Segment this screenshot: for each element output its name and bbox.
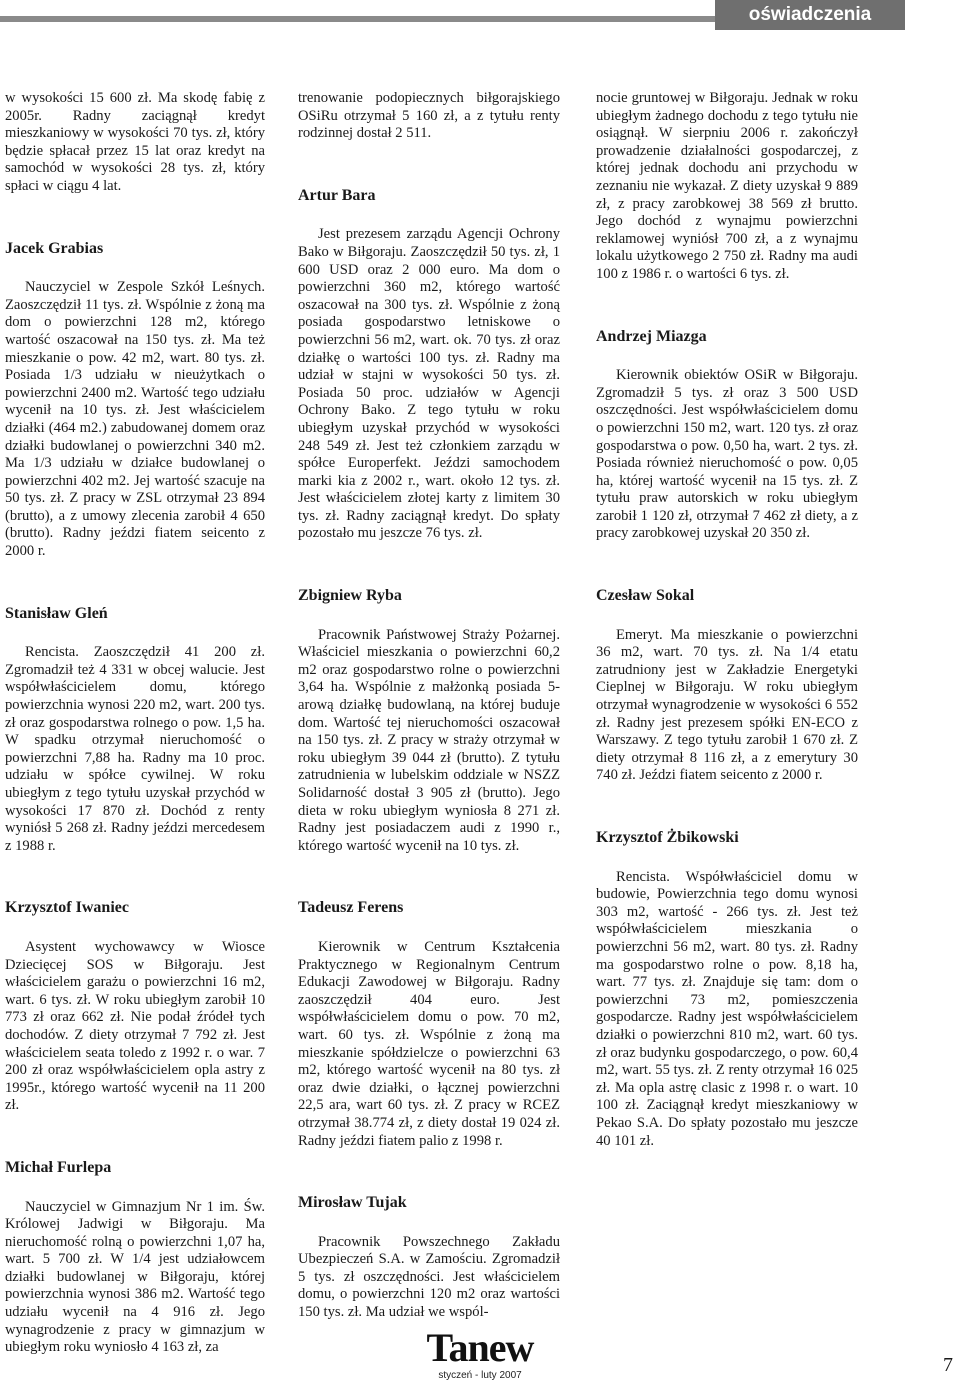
declaration-paragraph: w wysokości 15 600 zł. Ma skodę fabię z 2005r. Radny zaciągnął kredyt mieszkaniowy w wysokości 70 tys. zł, który będzie spłacał przez 15 lat oraz kredyt na samochód w wysokości 28 tys. zł, który spłaci w ciągu 4 lat. — [5, 90, 265, 194]
column-3 — [596, 90, 858, 1150]
column-1 — [5, 90, 265, 1357]
declaration-paragraph: Kierownik obiektów OSiR w Biłgoraju. Zgromadził 5 tys. zł oraz 3 500 USD oszczędności. Jest współwłaścicielem domu o powierzchni 150 m2, wart. 120 tys. zł oraz gospodarstwa o pow. 0,50 ha, wart. 2 tys. zł. Posiada również nieruchomość o pow. 0,05 ha, której wartość wycenił na 15 tys. zł. Z tytułu praw autorskich w roku ubiegłym zarobił 1 120 zł, otrzymał 7 462 zł diety, a z pracy zarobkowej uzyskał 20 350 zł. — [596, 367, 858, 542]
person-name-heading: Andrzej Miazga — [596, 327, 707, 345]
declaration-paragraph: Rencista. Zaoszczędził 41 200 zł. Zgromadził też 4 331 w obcej walucie. Jest współwłaścicielem domu, którego powierzchnia wynosi 220 m2, wart. 200 tys. zł oraz gospodarstwa rolnego o pow. 1,5 ha. W spadku otrzymał nieruchomość o powierzchni 7,88 ha. Radny ma 10 proc. udziału w spółce cywilnej. W roku ubiegłym z tego tytułu uzyskał przychód w wysokości 17 870 zł. Dochód z renty wyniósł 5 268 zł. Radny jeździ mercedesem z 1988 r. — [5, 644, 265, 854]
declaration-paragraph: Nauczyciel w Zespole Szkół Leśnych. Zaoszczędził 11 tys. zł. Wspólnie z żoną ma dom o powierzchni 128 m2, którego wartość oszacował na 150 tys. zł. Ma też mieszkanie o pow. 42 m2, wart. 80 tys. zł. Posiada 1/3 udziału w nieużytkach o powierzchni 2400 m2. Wartość tego udziału wycenił na 10 tys. zł. Jest właścicielem działki (464 m2.) zabudowanej domem oraz działki budowlanej o powierzchni 340 m2. Ma 1/3 udziału w działce budowlanej o powierzchni 402 m2. Jej wartość szacuje na 50 tys. zł. Z pracy w ZSL otrzymał 23 894 (brutto), a z umowy zlecenia zarobił 4 650 (brutto). Radny jeździ fiatem seicento z 2000 r. — [5, 279, 265, 560]
header-rule — [0, 16, 720, 22]
declaration-paragraph: Kierownik w Centrum Kształcenia Praktycznego w Regionalnym Centrum Edukacji Zawodowej w Biłgoraju. Radny zaoszczędził 404 euro. Jest współwłaścicielem domu o pow. 70 m2, wart. 60 tys. zł. Wspólnie z żoną ma mieszkanie spółdzielcze o powierzchni 63 m2, którego wartość wycenił na 80 tys. zł oraz dwie działki, o łącznej powierzchni 22,5 ara, wart 60 tys. zł. Z pracy w RCEZ otrzymał 38.774 zł, z diety dostał 19 024 zł. Radny jeździ fiatem palio z 1998 r. — [298, 938, 560, 1149]
person-name-heading: Michał Furlepa — [5, 1158, 112, 1176]
logo-text: Tanew — [426, 1325, 534, 1370]
top-bar — [0, 0, 960, 36]
person-name-heading: Krzysztof Iwaniec — [5, 899, 129, 917]
declaration-paragraph: nocie gruntowej w Biłgoraju. Jednak w roku ubiegłym żadnego dochodu z tego tytułu nie osiągnął. W sierpniu 2006 r. zakończył prowadzenie działalności gospodarczej, z której jednak dochodu ani przychodu w zeznaniu nie wykazał. Z diety uzyskał 9 889 zł, z pracy zarobkowej 38 569 zł brutto. Jego dochód z wynajmu powierzchni reklamowej wyniósł 700 zł, a z wynajmu lokalu użytkowego 2 750 zł. Radny ma audi 100 z 1986 r. o wartości 6 tys. zł. — [596, 90, 858, 282]
issue-date: styczeń - luty 2007 — [438, 1370, 522, 1381]
column-2 — [298, 90, 560, 1322]
magazine-logo — [420, 1325, 540, 1381]
declaration-paragraph: Nauczyciel w Gimnazjum Nr 1 im. Św. Królowej Jadwigi w Biłgoraju. Ma nieruchomość rolną o powierzchni 1,07 ha, wart. 5 700 zł. W 1/4 jest udziałowcem działki budowlanej w Biłgoraju, której powierzchnia wynosi 386 m2. Wartość tego udziału wycenił na 4 916 zł. Jego wynagrodzenie z pracy w gimnazjum w ubiegłym roku wyniosło 4 163 zł, za — [5, 1198, 265, 1356]
declaration-paragraph: Asystent wychowawcy w Wiosce Dziecięcej SOS w Biłgoraju. Jest właścicielem garażu o powierzchni 16 m2, wart. 6 tys. zł. W roku ubiegłym zarobił 10 773 zł oraz 662 zł. Nie podał źródeł tych dochodów. Z diety otrzymał 7 792 zł. Jest właścicielem seata toledo z 1992 r. o war. 7 200 zł oraz współwłaścicielem opla astry z 1995r., którego wartość wycenił na 11 200 zł. — [5, 938, 265, 1114]
person-name-heading: Zbigniew Ryba — [298, 587, 402, 605]
declaration-paragraph: trenowanie podopiecznych biłgorajskiego OSiRu otrzymał 5 160 zł, a z tytułu renty rodzinnej dostał 2 511. — [298, 90, 560, 142]
page-number: 7 — [943, 1354, 953, 1376]
declaration-paragraph: Jest prezesem zarządu Agencji Ochrony Bako w Biłgoraju. Zaoszczędził 50 tys. zł, 1 600 USD oraz 2 000 euro. Ma dom o powierzchni 360 m2, którego wartość oszacował na 300 tys. zł. Wspólnie z żoną posiada gospodarstwo letniskowe o powierzchni 56 m2, wart. ok. 70 tys. zł oraz działkę o wartości 100 tys. zł. Radny ma udział w stajni w wysokości 50 tys. zł. Posiada 50 proc. udziałów w Agencji Ochrony Bako. Z tego tytułu w roku ubiegłym uzyskał przychód w wysokości 248 549 zł. Jest też członkiem zarządu w spółce Europerfekt. Jeździ samochodem marki kia z 2002 r., wart. około 12 tys. zł. Jest właścicielem złotej karty z limitem 30 tys. zł. Radny zaciągnął kredyt. Do spłaty pozostało mu jeszcze 76 tys. zł. — [298, 226, 560, 542]
declaration-paragraph: Rencista. Współwłaściciel domu w budowie, Powierzchnia tego domu wynosi 303 m2, wartość - 266 tys. zł. Jest też współwłaścicielem mieszkania o powierzchni 56 m2, wart. 80 tys. zł. Radny ma gospodarstwo rolne o pow. 8,18 ha, wart. 77 tys. zł. Znajduje się tam: dom o powierzchni 73 m2, pomieszczenia gospodarcze. Radny jest współwłaścicielem działki o powierzchni 810 m2, wart. 60 tys. zł oraz budynku gospodarczego, o pow. 60,4 m2, wart. 55 tys. zł. Z renty otrzymał 16 025 zł. Ma opla astrę clasic z 1998 r. o wart. 10 100 zł. Zaciągnął kredyt mieszkaniowy w Pekao S.A. Do spłaty pozostało mu jeszcze 40 101 zł. — [596, 868, 858, 1149]
person-name-heading: Jacek Grabias — [5, 239, 104, 257]
person-name-heading: Czesław Sokal — [596, 587, 695, 605]
section-label: oświadczenia — [715, 0, 905, 30]
declaration-paragraph: Emeryt. Ma mieszkanie o powierzchni 36 m2, wart. 70 tys. zł. Na 1/4 etatu zatrudniony jest w Zakładzie Energetyki Cieplnej w Biłgoraju. W roku ubiegłym otrzymał wynagrodzenie w wysokości 6 552 zł. Radny jest prezesem spółki EN-ECO z Warszawy. Z tego tytułu zarobił 1 670 zł. Z diety otrzymał 8 116 zł, a z emerytury 30 740 zł. Jeździ fiatem seicento z 2000 r. — [596, 626, 858, 784]
person-name-heading: Artur Bara — [298, 186, 376, 204]
person-name-heading: Mirosław Tujak — [298, 1194, 407, 1212]
declaration-paragraph: Pracownik Państwowej Straży Pożarnej. Właściciel mieszkania o powierzchni 60,2 m2 oraz gospodarstwo rolne o powierzchni 3,64 ha. Wspólnie z małżonką posiada 5-arową działkę budowlaną, na której buduje dom. Wartość tej nieruchomości oszacował na 150 tys. zł. Z pracy w straży otrzymał w roku ubiegłym 39 044 zł (brutto). Z tytułu zatrudnienia w lubelskim oddziale w NSZZ Solidarność dostał 3 905 zł (brutto). Jego dieta w roku ubiegłym wyniosła 8 271 zł. Radny jest posiadaczem audi z 1990 r., którego wartość wycenił na 10 tys. zł. — [298, 626, 560, 854]
person-name-heading: Tadeusz Ferens — [298, 899, 404, 917]
person-name-heading: Krzysztof Żbikowski — [596, 829, 739, 846]
person-name-heading: Stanisław Gleń — [5, 604, 108, 622]
declaration-paragraph: Pracownik Powszechnego Zakładu Ubezpieczeń S.A. w Zamościu. Zgromadził 5 tys. zł oszczędności. Jest właścicielem domu, o powierzchni 120 m2 oraz wartości 150 tys. zł. Ma udział we wspól- — [298, 1233, 560, 1321]
